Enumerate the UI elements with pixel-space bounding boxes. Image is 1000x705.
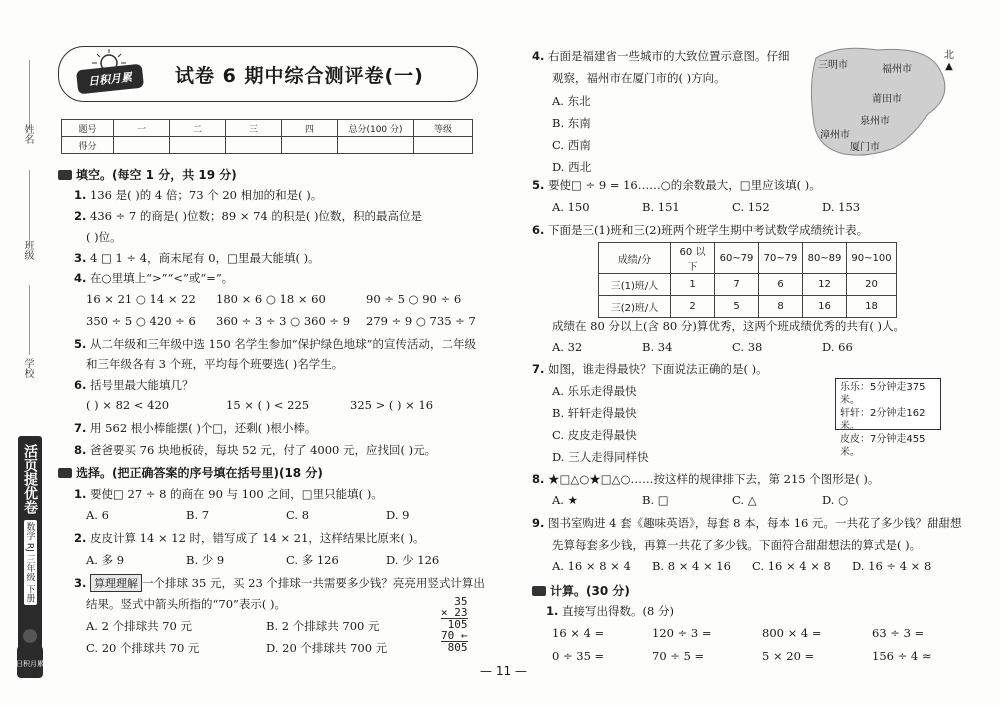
grades-cell: 70~79 — [759, 243, 803, 274]
score-cell: 二 — [170, 120, 226, 137]
question-8: 8. 爸爸要买 76 块地板砖，每块 52 元，付了 4000 元，应找回( )元。 — [74, 443, 437, 457]
section-choice-heading — [58, 464, 323, 481]
option[interactable]: B. 东南 — [552, 116, 591, 130]
compare-item: 279 ÷ 9 ○ 735 ÷ 7 — [366, 314, 476, 328]
option[interactable]: C. 16 × 4 × 8 — [752, 559, 831, 573]
question-6: 6. 括号里最大能填几？ — [74, 378, 194, 392]
question-r9: 9. 图书室购进 4 套《趣味英语》，每套 8 本，每本 16 元。一共花了多少钱？甜甜想 — [532, 516, 962, 530]
option[interactable]: A. 150 — [552, 200, 590, 214]
question-4: 4. 在○里填上“>”“<”或“=”。 — [74, 271, 234, 285]
calc-item: 800 × 4 = — [762, 626, 822, 640]
question-3: 3. 4 □ 1 ÷ 4，商末尾有 0，□里最大能填( )。 — [74, 251, 320, 265]
question-r8: 8. ★□△○★□△○……按这样的规律排下去，第 215 个图形是( )。 — [532, 472, 880, 486]
score-input-cell[interactable] — [414, 137, 473, 154]
map-city: 莆田市 — [872, 94, 902, 105]
grades-cell: 6 — [759, 274, 803, 296]
compare-item: 180 × 6 ○ 18 × 60 — [216, 292, 326, 306]
option[interactable]: C. 皮皮走得最快 — [552, 428, 637, 442]
subject-label: 数学 RJ 三年级 下册 — [24, 522, 35, 603]
inequality-item: 15 × ( ) < 225 — [226, 398, 310, 412]
option[interactable]: B. 轩轩走得最快 — [552, 406, 637, 420]
option[interactable]: C. 20 个排球共 70 元 — [86, 641, 200, 655]
score-input-cell[interactable] — [226, 137, 282, 154]
calc-item: 70 ÷ 5 = — [652, 649, 705, 663]
section-title: 计算。(30 分) — [550, 584, 630, 598]
option[interactable]: C. △ — [732, 493, 757, 507]
question-r9-cont: 先算每套多少钱，再算一共花了多少钱。下面符合甜甜想法的算式是( )。 — [552, 538, 922, 552]
option[interactable]: D. 少 126 — [386, 553, 440, 567]
grades-cell: 成绩/分 — [599, 243, 671, 274]
option[interactable]: A. 东北 — [552, 94, 591, 108]
question-2-cont: ( )位。 — [86, 230, 122, 244]
map-city: 泉州市 — [860, 116, 890, 127]
option[interactable]: A. 多 9 — [86, 553, 125, 567]
option[interactable]: C. 38 — [732, 340, 763, 354]
option[interactable]: C. 西南 — [552, 138, 591, 152]
spine-logo-text: 日积月累 — [16, 660, 44, 668]
page-title: 试卷 6 期中综合测评卷(一) — [175, 65, 424, 87]
score-cell: 题号 — [62, 120, 114, 137]
calc-line: × 23 — [441, 606, 468, 619]
option[interactable]: D. 153 — [822, 200, 861, 214]
option[interactable]: B. 34 — [642, 340, 673, 354]
option[interactable]: C. 多 126 — [286, 553, 339, 567]
north-arrow-icon: ▲ — [945, 61, 953, 72]
option[interactable]: A. 6 — [86, 508, 109, 522]
score-table-row — [62, 120, 473, 137]
calc-question-1: 1. 直接写出得数。(8 分) — [546, 604, 674, 618]
class-line — [29, 170, 30, 240]
grades-cell: 12 — [803, 274, 847, 296]
option[interactable]: B. 7 — [186, 508, 210, 522]
binding-spine — [14, 40, 44, 690]
map-city: 厦门市 — [850, 142, 880, 153]
name-label: 姓名 — [22, 124, 33, 144]
grades-cell: 三(1)班/人 — [599, 274, 671, 296]
compare-item: 16 × 21 ○ 14 × 22 — [86, 292, 196, 306]
inequality-item: ( ) × 82 < 420 — [86, 398, 170, 412]
north-indicator — [944, 46, 954, 72]
score-input-cell[interactable] — [338, 137, 414, 154]
question-r5: 5. 要使□ ÷ 9 = 16……○的余数最大，□里应该填( )。 — [532, 178, 821, 192]
question-r4: 4. 右面是福建省一些城市的大致位置示意图。仔细 — [532, 49, 790, 63]
question-r6: 6. 下面是三(1)班和三(2)班两个班学生期中考试数学成绩统计表。 — [532, 223, 869, 237]
question-r4-cont: 观察，福州市在厦门市的( )方向。 — [552, 71, 726, 85]
score-input-cell[interactable] — [114, 137, 170, 154]
grades-cell: 90~100 — [847, 243, 897, 274]
calc-item: 120 ÷ 3 = — [652, 626, 712, 640]
speed-line: 皮皮：7分钟走455米。 — [840, 434, 926, 458]
grades-row — [599, 274, 897, 296]
speed-line: 轩轩：2分钟走162米。 — [840, 408, 926, 432]
option[interactable]: D. 三人走得同样快 — [552, 450, 649, 464]
grades-row — [599, 243, 897, 274]
question-7: 7. 用 562 根小棒能摆( )个□，还剩( )根小棒。 — [74, 421, 317, 435]
section-marker-icon — [58, 468, 72, 478]
grades-cell: 三(2)班/人 — [599, 296, 671, 318]
grades-cell: 8 — [759, 296, 803, 318]
calc-item: 156 ÷ 4 ≈ — [872, 649, 932, 663]
grades-cell: 1 — [671, 274, 715, 296]
option[interactable]: A. ★ — [552, 493, 578, 507]
speed-line: 乐乐：5分钟走375米。 — [840, 382, 926, 406]
section-marker-icon — [58, 170, 72, 180]
map-city: 三明市 — [818, 60, 848, 71]
calc-line: 805 — [447, 641, 468, 654]
grades-cell: 18 — [847, 296, 897, 318]
calc-line: 105 — [447, 618, 468, 631]
north-label: 北 — [944, 50, 954, 61]
option[interactable]: B. 2 个排球共 700 元 — [266, 619, 380, 633]
inequality-item: 325 > ( ) × 16 — [350, 398, 434, 412]
grades-cell: 16 — [803, 296, 847, 318]
choice-3-cont: 结果。竖式中箭头所指的“70”表示( )。 — [86, 597, 287, 611]
section-title: 填空。(每空 1 分，共 19 分) — [76, 168, 237, 182]
option[interactable]: A. 16 × 8 × 4 — [552, 559, 631, 573]
score-table — [61, 119, 473, 154]
option[interactable]: C. 152 — [732, 200, 770, 214]
question-r6-cont: 成绩在 80 分以上(含 80 分)算优秀，这两个班成绩优秀的共有( )人。 — [552, 319, 905, 333]
calc-item: 5 × 20 = — [762, 649, 815, 663]
school-label: 学校 — [22, 358, 33, 378]
option[interactable]: D. 66 — [822, 340, 853, 354]
vertical-calculation — [441, 596, 468, 653]
calc-line: 70 ← — [441, 629, 468, 642]
map-city: 福州市 — [882, 64, 912, 75]
section-fill-heading — [58, 166, 237, 183]
score-cell: 三 — [226, 120, 282, 137]
compare-item: 90 ÷ 5 ○ 90 ÷ 6 — [366, 292, 462, 306]
calc-item: 16 × 4 = — [552, 626, 605, 640]
section-title: 选择。(把正确答案的序号填在括号里)(18 分) — [76, 466, 323, 480]
question-5-cont: 和三年级各有 3 个班，平均每个班要选( )名学生。 — [86, 357, 344, 371]
compare-item: 350 ÷ 5 ○ 420 ÷ 6 — [86, 314, 196, 328]
section-calc-heading — [532, 582, 630, 599]
calc-line: 35 — [454, 595, 468, 608]
calc-item: 0 ÷ 35 = — [552, 649, 605, 663]
grades-cell: 7 — [715, 274, 759, 296]
school-line — [29, 285, 30, 355]
question-1: 1. 136 是( )的 4 倍；73 个 20 相加的和是( )。 — [74, 188, 323, 202]
name-line — [29, 60, 30, 130]
question-5: 5. 从二年级和三年级中选 150 名学生参加“保护绿色地球”的宣传活动，二年级 — [74, 337, 477, 351]
sun-logo-icon — [14, 626, 46, 680]
score-cell: 一 — [114, 120, 170, 137]
title-banner — [58, 46, 478, 102]
option[interactable]: A. 32 — [552, 340, 583, 354]
score-table-row — [62, 137, 473, 154]
score-cell: 得分 — [62, 137, 114, 154]
option[interactable]: D. 20 个排球共 700 元 — [266, 641, 388, 655]
compare-item: 360 ÷ 3 ÷ 3 ○ 360 ÷ 9 — [216, 314, 351, 328]
score-input-cell[interactable] — [282, 137, 338, 154]
choice-2: 2. 皮皮计算 14 × 12 时，错写成了 14 × 21，这样结果比原来( )。 — [74, 531, 425, 545]
grades-cell: 5 — [715, 296, 759, 318]
brand-title: 活页提优卷 — [22, 444, 38, 514]
option[interactable]: A. 乐乐走得最快 — [552, 384, 637, 398]
grades-cell: 2 — [671, 296, 715, 318]
option[interactable]: D. 9 — [386, 508, 410, 522]
speed-note — [835, 378, 941, 458]
grades-cell: 60~79 — [715, 243, 759, 274]
header-logo: 日积月累 — [76, 64, 144, 95]
choice-1: 1. 要使□ 27 ÷ 8 的商在 90 与 100 之间，□里只能填( )。 — [74, 487, 383, 501]
grades-cell: 20 — [847, 274, 897, 296]
option[interactable]: A. 2 个排球共 70 元 — [86, 619, 193, 633]
option[interactable]: B. 少 9 — [186, 553, 225, 567]
section-marker-icon — [532, 586, 546, 596]
grades-row — [599, 296, 897, 318]
option[interactable]: D. ○ — [822, 493, 849, 507]
map-city: 漳州市 — [820, 130, 850, 141]
grades-table — [598, 242, 897, 318]
skill-tag: 算理理解 — [90, 574, 142, 592]
option[interactable]: B. □ — [642, 493, 669, 507]
score-cell: 四 — [282, 120, 338, 137]
grades-cell: 60 以下 — [671, 243, 715, 274]
score-input-cell[interactable] — [170, 137, 226, 154]
option[interactable]: B. 8 × 4 × 16 — [652, 559, 731, 573]
option[interactable]: C. 8 — [286, 508, 310, 522]
option[interactable]: B. 151 — [642, 200, 680, 214]
score-cell: 总分(100 分) — [338, 120, 414, 137]
option[interactable]: D. 西北 — [552, 160, 592, 174]
left-column — [58, 46, 485, 655]
option[interactable]: D. 16 ÷ 4 × 8 — [852, 559, 932, 573]
page-number: — 11 — — [480, 664, 527, 678]
choice-3: 3. 算理理解 一个排球 35 元，买 23 个排球一共需要多少钱？亮亮用竖式计算出 — [74, 576, 485, 590]
question-r7: 7. 如图，谁走得最快？下面说法正确的是( )。 — [532, 362, 768, 376]
class-label: 班级 — [22, 240, 33, 260]
score-cell: 等级 — [414, 120, 473, 137]
question-2: 2. 436 ÷ 7 的商是( )位数；89 × 74 的积是( )位数，积的最高位是 — [74, 209, 423, 223]
grades-cell: 80~89 — [803, 243, 847, 274]
calc-item: 63 ÷ 3 = — [872, 626, 925, 640]
